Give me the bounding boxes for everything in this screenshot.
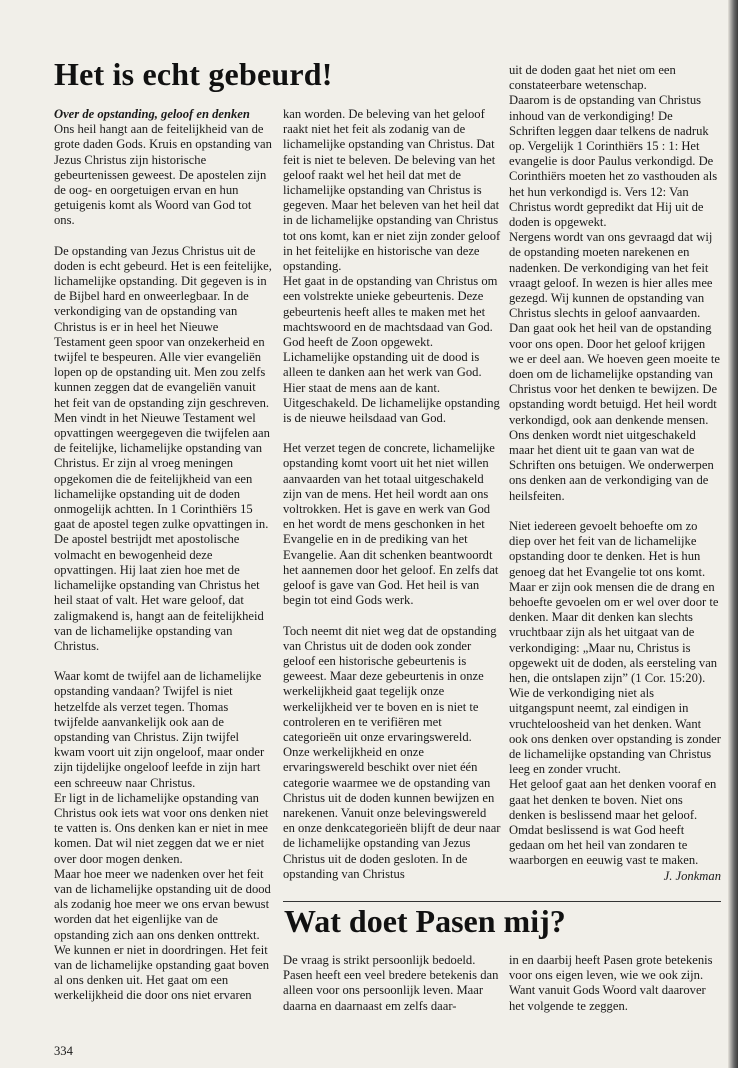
section-divider [283,901,721,902]
article-column-1 [54,107,272,1004]
paragraph: Toch neemt dit niet weg dat de opstanding van Christus uit de doden ook zonder geloof een historische gebeurtenis is geweest. Maar deze gebeurtenis in onze werkelijkheid gaat tegelijk onze werkelijkheid ver te boven en is niet te controleren en te verifiëren met categorieën uit onze ervaringswereld. Onze werkelijkheid en onze ervaringswereld beschikt over niet één categorie waarmee we de opstanding van Christus uit de doden kunnen bewijzen en narekenen. Vanuit onze belevingswereld en onze denkcategorieën blijft de deur naar de lichamelijke opstanding van Jezus Christus uit de doden gesloten. In de opstanding van Christus [283,623,501,881]
paragraph: Nergens wordt van ons gevraagd dat wij de opstanding moeten narekenen en nadenken. De verkondiging van het feit vraagt geloof. In wezen is hier alles mee gezegd. Wij kunnen de opstanding van Christus slechts in geloof aanvaarden. Dan gaat ook het heil van de opstanding voor ons open. Door het geloof krijgen we er deel aan. We hoeven geen moeite te doen om de lichamelijke opstanding van Christus voor het denken te bewijzen. De opstanding wordt betuigd. Het heil wordt verkondigd, ook aan denkende mensen. Ons denken wordt niet uitgeschakeld maar het dient uit te gaan van wat de Schriften ons betuigen. We onderwerpen ons denken aan de verkondiging van de heilsfeiten. [509,230,720,503]
paragraph: Daarom is de opstanding van Christus inhoud van de verkondiging! De Schriften leggen daar telkens de nadruk op. Vergelijk 1 Corinthiërs 15 : 1: Het evangelie is door Paulus verkondigd. De Corinthiërs moeten het zo vasthouden als het hun verkondigd is. Vers 12: Van Christus wordt gepredikt dat Hij uit de doden is opgewekt. [509,93,718,230]
article-column-2 [283,107,501,882]
article2-column-1 [283,953,503,1014]
paragraph: Ons heil hangt aan de feitelijkheid van de grote daden Gods. Kruis en opstanding van Jezus Christus zijn historische gebeurtenissen geweest. De apostelen zijn de oog- en oorgetuigen ervan en hun getuigenis komt als Woord van God tot ons. [54,122,272,228]
paragraph: Het geloof gaat aan het denken vooraf en gaat het denken te boven. Niet ons denken is beslissend maar het geloof. Omdat beslissend is wat God heeft gedaan om het heil van zondaren te waarborgen en eeuwig vast te maken. [509,777,717,868]
page-binding-edge [728,0,738,1068]
paragraph: Waar komt de twijfel aan de lichamelijke opstanding vandaan? Twijfel is niet hetzelfde als verzet tegen. Thomas twijfelde aanvankelijk ook aan de opstanding van Christus. Zijn twijfel kwam voort uit zijn ongeloof, maar onder zijn tijdelijke ongeloof leefde in zijn hart een schreeuw naar Christus. [54,669,265,790]
paragraph: kan worden. De beleving van het geloof raakt niet het feit als zodanig van de lichamelijke opstanding van Christus. Dat feit is niet te beleven. De beleving van het geloof raakt wel het heil dat met de lichamelijke opstanding van Christus is gegeven. Maar het beleven van het heil dat in de lichamelijke opstanding van Christus tot ons komt, kan er niet zijn zonder geloof in het feitelijke en historische van deze opstanding. [283,107,501,274]
article-column-3 [509,63,721,884]
paragraph: uit de doden gaat het niet om een constateerbare wetenschap. [509,63,676,93]
article-subtitle: Over de opstanding, geloof en denken [54,107,250,121]
paragraph: Het gaat in de opstanding van Christus om een volstrekte unieke gebeurtenis. Deze gebeurtenis heeft alles te maken met het machtswoord en de machtsdaad van God. God heeft de Zoon opgewekt. Lichamelijke opstanding uit de dood is alleen te danken aan het werk van God. Hier staat de mens aan de kant. Uitgeschakeld. De lichamelijke opstanding is de nieuwe heilsdaad van God. [283,274,500,426]
paragraph: De opstanding van Jezus Christus uit de doden is echt gebeurd. Het is een feitelijke, lichamelijke opstanding. Dit gegeven is in de Bijbel hard en onweerlegbaar. In de verkondiging van de opstanding van Christus is er in heel het Nieuwe Testament geen spoor van onzekerheid en twijfel te bespeuren. Alle vier evangeliën lopen op de opstanding uit. Men zou zelfs kunnen zeggen dat de evangeliën vanuit het feit van de opstanding zijn geschreven. [54,243,272,410]
article2-column-2 [509,953,721,1014]
paragraph: Het verzet tegen de concrete, lichamelijke opstanding komt voort uit het niet willen aanvaarden van het totaal uitgeschakeld zijn van de mens. Het heil wordt aan ons voltrokken. Het is gave en werk van God en het wordt de mens geschonken in het Evangelie en in de prediking van het Evangelie. Aan dit schenken beantwoordt het aannemen door het geloof. En zelfs dat geloof is gave van God. Het heil is van begin tot eind Gods werk. [283,441,499,608]
paragraph: Men vindt in het Nieuwe Testament wel opvattingen weergegeven die twijfelen aan de feitelijke, lichamelijke opstanding van Christus. Er zijn al vroeg meningen opgekomen die de feitelijkheid van een lichamelijke opstanding uit de doden onmogelijk achtten. In 1 Corinthiërs 15 gaat de apostel tegen zulke opvattingen in. De apostel bestrijdt met apostolische volmacht en bewogenheid deze opvattingen. Hij laat zien hoe met de lichamelijke opstanding van Christus het heil staat of valt. Het ware geloof, dat zaligmakend is, hangt aan de feitelijkheid van de lichamelijke opstanding van Christus. [54,410,270,653]
author-signature: J. Jonkman [663,868,721,883]
paragraph: Maar hoe meer we nadenken over het feit van de lichamelijke opstanding uit de dood als zodanig hoe meer we ons ervan bewust worden dat het eigenlijke van de opstanding zich aan ons denken onttrekt. We kunnen er niet in doordringen. Het feit van de lichamelijke opstanding gaat boven al ons denken uit. Het gaat om een werkelijkheid die door ons niet ervaren [54,866,271,1003]
paragraph: in en daarbij heeft Pasen grote betekenis voor ons eigen leven, wie we ook zijn. Want vanuit Gods Woord valt daarover het volgende te zeggen. [509,953,713,1013]
paragraph: De vraag is strikt persoonlijk bedoeld. Pasen heeft een veel bredere betekenis dan alleen voor ons persoonlijk leven. Maar daarna en daarnaast em zelfs daar- [283,953,499,1013]
paragraph: Niet iedereen gevoelt behoefte om zo diep over het feit van de lichamelijke opstanding door te denken. Het is hun genoeg dat het Evangelie tot ons komt. Maar er zijn ook mensen die de drang en behoefte gevoelen om er wel over door te denken. Maar dit denken kan slechts vruchtbaar zijn als het uitgaat van de verkondiging: „Maar nu, Christus is opgewekt uit de doden, als eersteling van hen, die ontslapen zijn” (1 Cor. 15:20). Wie de verkondiging niet als uitgangspunt neemt, zal eindigen in vruchteloosheid van het denken. Want ook ons denken over opstanding is zonder de lichamelijke opstanding van Christus leeg en zonder vrucht. [509,518,721,777]
paragraph: Er ligt in de lichamelijke opstanding van Christus ook iets wat voor ons denken niet te vatten is. Ons denken kan er niet in mee komen. Dat wil niet zeggen dat we er niet over door mogen denken. [54,790,269,866]
article2-title: Wat doet Pasen mij? [284,903,566,939]
article-title: Het is echt gebeurd! [54,56,333,92]
page-number: 334 [54,1044,73,1058]
